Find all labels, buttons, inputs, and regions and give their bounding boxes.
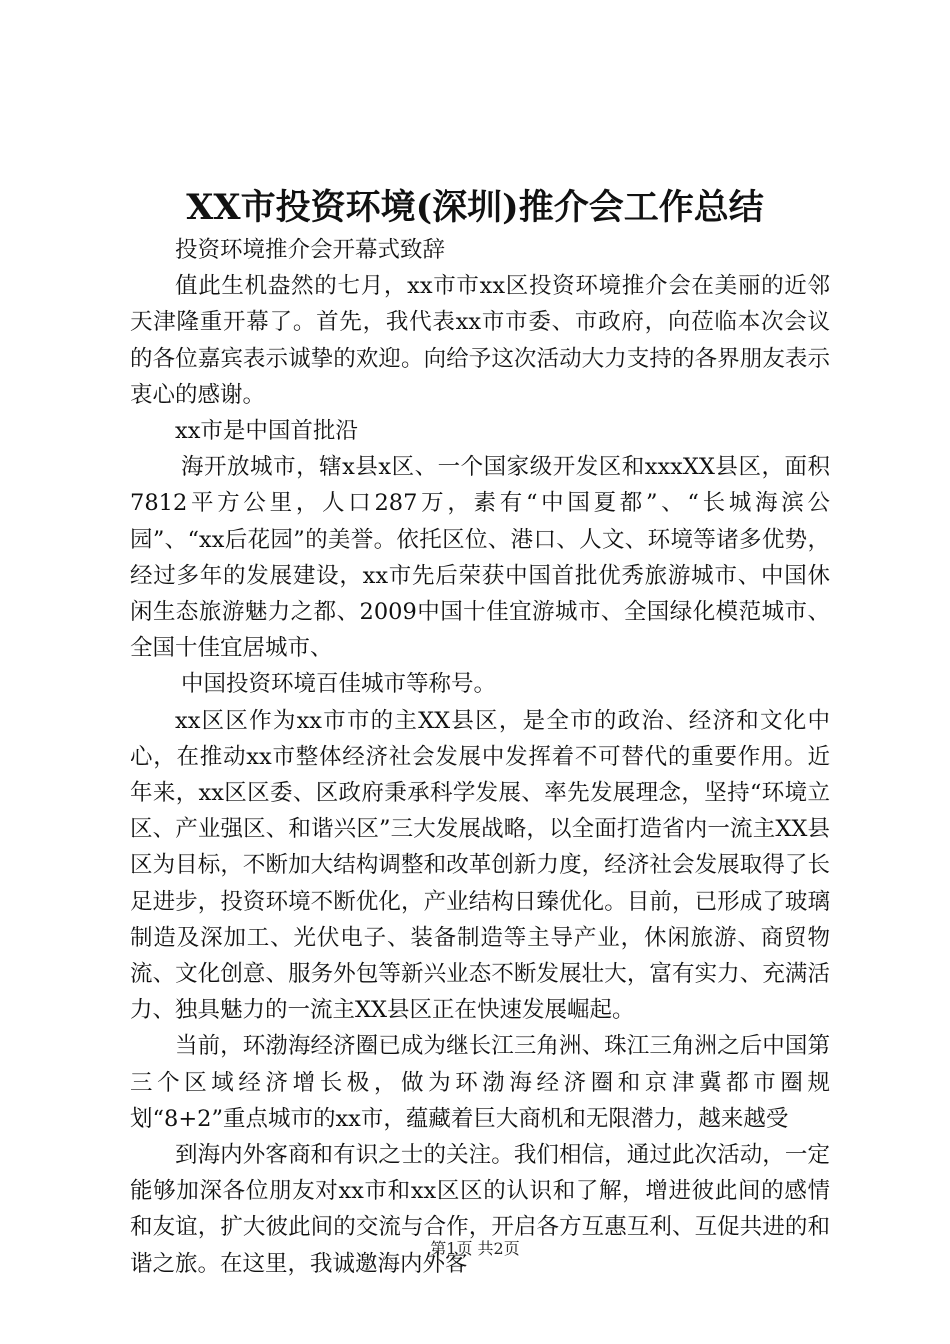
paragraph-welcome: 值此生机盎然的七月，xx市市xx区投资环境推介会在美丽的近邻天津隆重开幕了。首先，我代表xx市市委、市政府，向莅临本次会议的各位嘉宾表示诚挚的欢迎。向给予这次活动大力支持的各界朋友表示衷心的感谢。: [130, 273, 830, 408]
paragraph-economic-region: 当前，环渤海经济圈已成为继长江三角洲、珠江三角洲之后中国第三个区域经济增长极，做为环渤海经济圈和京津冀都市圈规划“8+2”重点城市的xx市，蕴藏着巨大商机和无限潜力，越来越受: [130, 1033, 830, 1132]
paragraph-city-overview: 海开放城市，辖x县x区、一个国家级开发区和xxxXX县区，面积7812平方公里，人口287万，素有“中国夏都”、“长城海滨公园”、“xx后花园”的美誉。依托区位、港口、人文、环境等诸多优势，经过多年的发展建设，xx市先后荣获中国首批优秀旅游城市、中国休闲生态旅游魅力之都、2009中国十佳宜游城市、全国绿化模范城市、全国十佳宜居城市、: [130, 454, 830, 662]
document-title: XX市投资环境(深圳)推介会工作总结: [186, 187, 764, 228]
paragraph-district-overview: xx区区作为xx市市的主XX县区，是全市的政治、经济和文化中心，在推动xx市整体经济社会发展中发挥着不可替代的重要作用。近年来，xx区区委、区政府秉承科学发展、率先发展理念，坚持“环境立区、产业强区、和谐兴区”三大发展战略，以全面打造省内一流主XX县区为目标，不断加大结构调整和改革创新力度，经济社会发展取得了长足进步，投资环境不断优化，产业结构日臻优化。目前，已形成了玻璃制造及深加工、光伏电子、装备制造等主导产业，休闲旅游、商贸物流、文化创意、服务外包等新兴业态不断发展壮大，富有实力、充满活力、独具魅力的一流主XX县区正在快速发展崛起。: [130, 707, 830, 1024]
paragraph-invitation: 到海内外客商和有识之士的关注。我们相信，通过此次活动，一定能够加深各位朋友对xx市和xx区区的认识和了解，增进彼此间的感情和友谊，扩大彼此间的交流与合作，开启各方互惠互利、互促共进的和谐之旅。在这里，我诚邀海内外客: [130, 1142, 830, 1277]
page-footer: 第1页 共2页: [430, 1239, 520, 1258]
paragraph-city-honors: 中国投资环境百佳城市等称号。: [181, 671, 497, 698]
paragraph-speech-heading: 投资环境推介会开幕式致辞: [175, 237, 446, 263]
document-body: [130, 232, 830, 1282]
paragraph-city-intro-start: xx市是中国首批沿: [175, 418, 358, 445]
